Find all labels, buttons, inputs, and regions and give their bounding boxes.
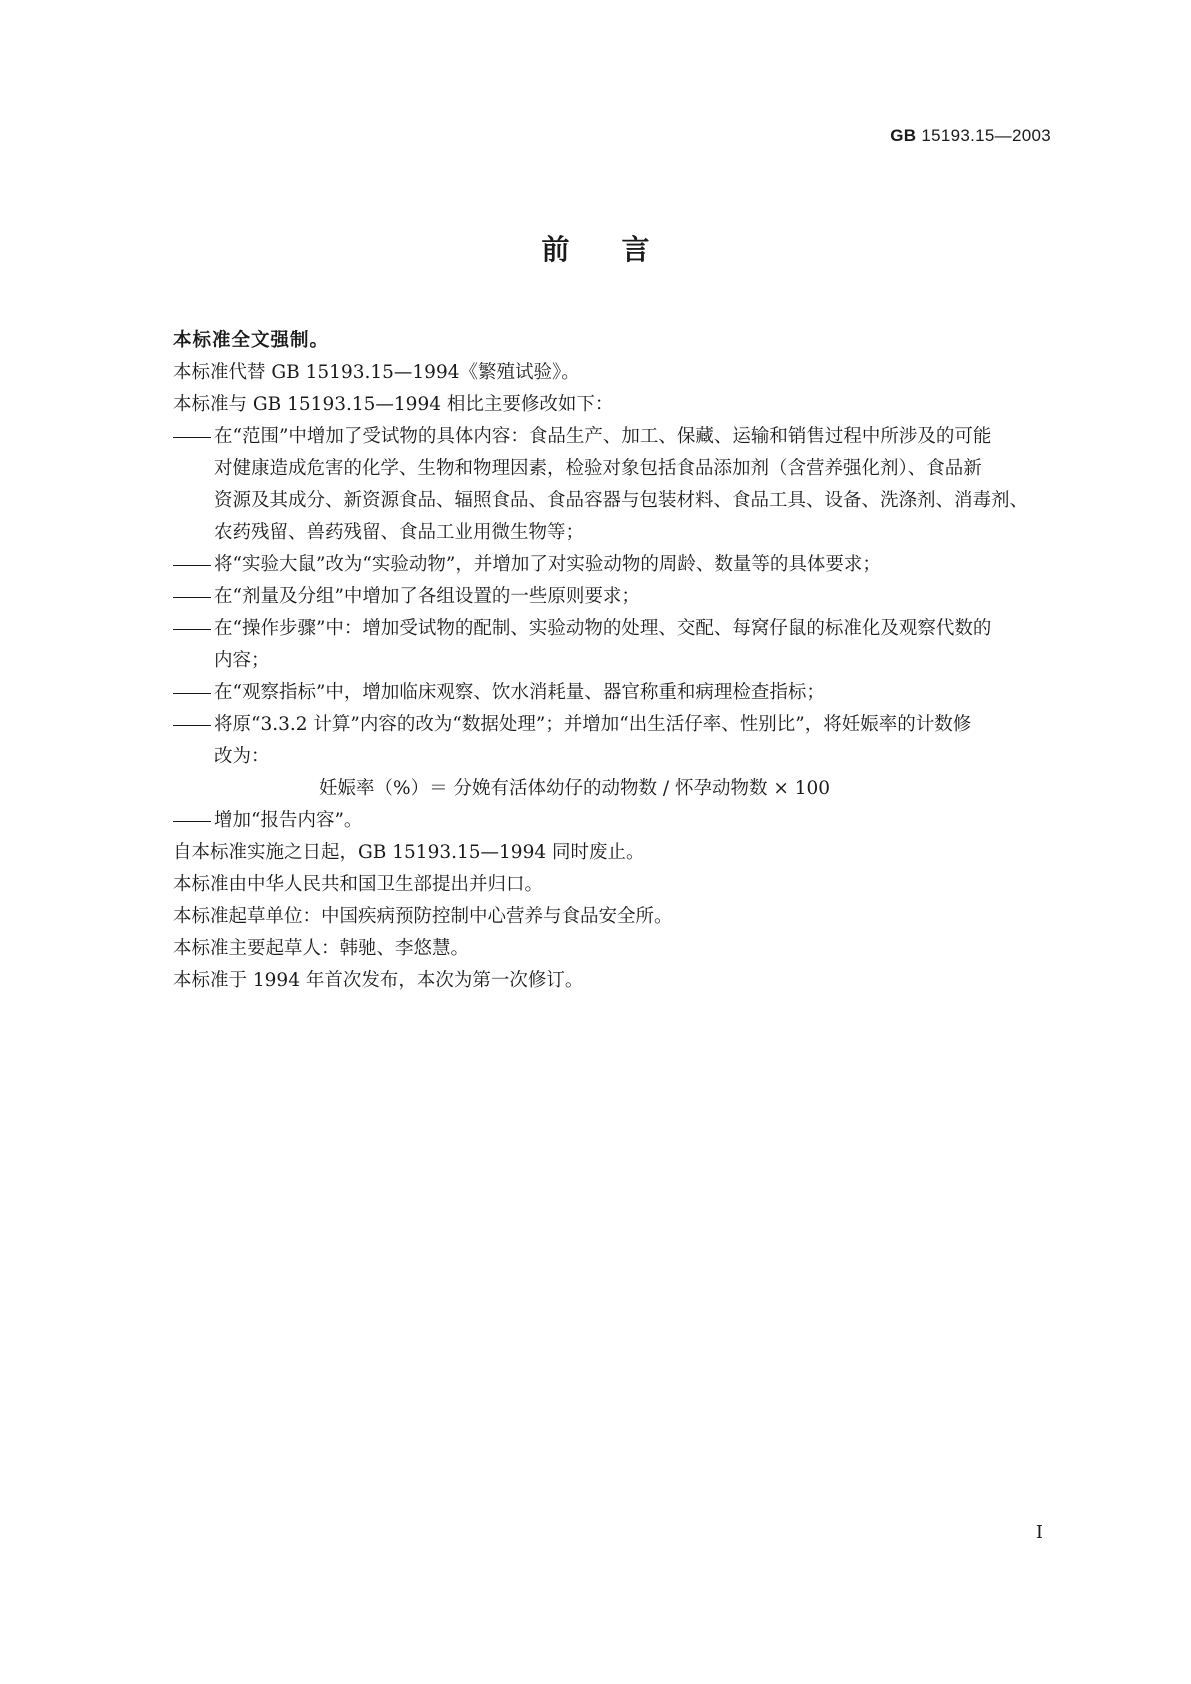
page-number: I	[1035, 1522, 1043, 1543]
change-line: 在“范围”中增加了受试物的具体内容：食品生产、加工、保藏、运输和销售过程中所涉及的可能	[214, 426, 992, 447]
dash-marker	[173, 437, 211, 438]
dash-marker	[173, 725, 211, 726]
mandatory-statement: 本标准全文强制。	[173, 330, 330, 351]
change-item	[173, 805, 1051, 837]
standard-number: 15193.15—2003	[921, 126, 1051, 145]
change-line: 改为：	[214, 746, 270, 767]
foreword-body	[173, 325, 1051, 997]
change-item	[173, 709, 1051, 773]
change-item	[173, 581, 1051, 613]
dash-marker	[173, 693, 211, 694]
dash-marker	[173, 629, 211, 630]
standard-prefix: GB	[890, 126, 917, 145]
page-title: 前言	[541, 233, 702, 266]
dash-marker	[173, 565, 211, 566]
dash-marker	[173, 821, 211, 822]
closing-line: 自本标准实施之日起，GB 15193.15—1994 同时废止。	[173, 842, 645, 863]
change-line: 资源及其成分、新资源食品、辐照食品、食品容器与包装材料、食品工具、设备、洗涤剂、消毒剂、	[214, 490, 1029, 511]
change-line: 对健康造成危害的化学、生物和物理因素，检验对象包括食品添加剂（含营养强化剂）、食品新	[214, 458, 982, 479]
change-line: 在“剂量及分组”中增加了各组设置的一些原则要求；	[214, 586, 640, 607]
closing-line: 本标准起草单位：中国疾病预防控制中心营养与食品安全所。	[173, 906, 673, 927]
changes-intro: 本标准与 GB 15193.15—1994 相比主要修改如下：	[173, 394, 614, 415]
change-line: 将“实验大鼠”改为“实验动物”，并增加了对实验动物的周龄、数量等的具体要求；	[214, 554, 881, 575]
change-item	[173, 549, 1051, 581]
replacement-statement: 本标准代替 GB 15193.15—1994《繁殖试验》。	[173, 362, 580, 383]
closing-line: 本标准于 1994 年首次发布，本次为第一次修订。	[173, 970, 584, 991]
closing-line: 本标准主要起草人：韩驰、李悠慧。	[173, 938, 470, 959]
change-line: 在“操作步骤”中：增加受试物的配制、实验动物的处理、交配、每窝仔鼠的标准化及观察代数的	[214, 618, 992, 639]
dash-marker	[173, 597, 211, 598]
pregnancy-rate-formula: 妊娠率（%）＝ 分娩有活体幼仔的动物数 / 怀孕动物数 × 100	[319, 778, 831, 799]
change-item	[173, 421, 1051, 549]
change-item	[173, 677, 1051, 709]
change-item	[173, 613, 1051, 677]
standard-code	[890, 126, 1051, 146]
change-line: 在“观察指标”中，增加临床观察、饮水消耗量、器官称重和病理检查指标；	[214, 682, 825, 703]
change-line: 将原“3.3.2 计算”内容的改为“数据处理”；并增加“出生活仔率、性别比”，将妊娠率的计数修	[214, 714, 972, 735]
change-line: 增加“报告内容”。	[214, 810, 363, 831]
change-line: 内容；	[214, 650, 270, 671]
closing-line: 本标准由中华人民共和国卫生部提出并归口。	[173, 874, 544, 895]
change-line: 农药残留、兽药残留、食品工业用微生物等；	[214, 522, 585, 543]
